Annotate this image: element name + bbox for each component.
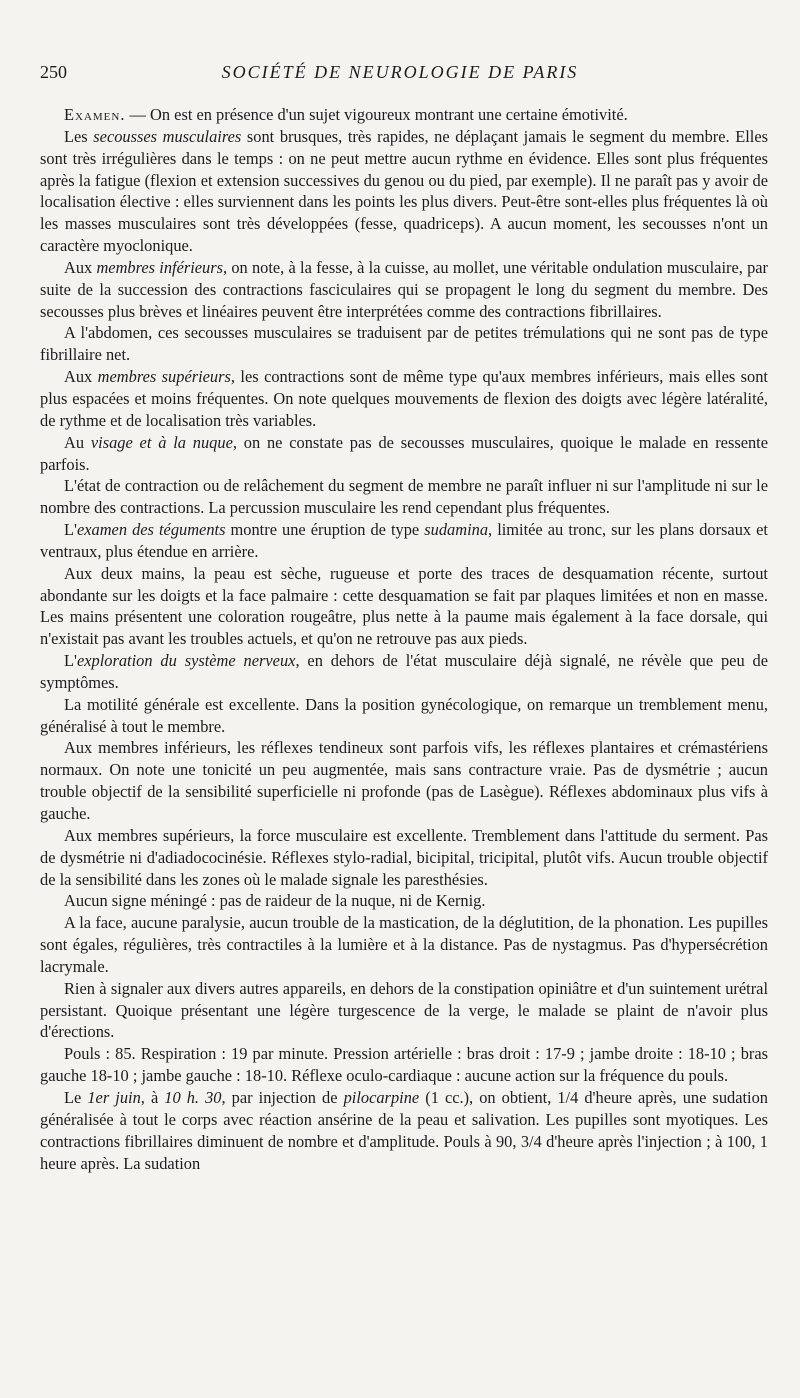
paragraph [40, 366, 768, 432]
paragraph [40, 978, 768, 1044]
italic-text: pilocarpine [343, 1087, 420, 1107]
text-run: Aux membres supérieurs, la force musculaire est excellente. Tremblement dans l'attitude du serment. Pas de dysmétrie ni d'adiadococinésie. Réflexes stylo-radial, bicipital, tricipital, plutôt vifs. Aucun trouble objectif de la sensibilité dans les zones où le malade signale les paresthésies. [40, 825, 768, 889]
paragraph [40, 563, 768, 650]
italic-text: membres inférieurs [96, 257, 224, 277]
text-run: Au [64, 432, 91, 452]
text-run: Aux [64, 367, 98, 387]
paragraph [40, 825, 768, 891]
paragraph [40, 1087, 768, 1174]
text-run: Aux deux mains, la peau est sèche, rugueuse et porte des traces de desquamation récente, surtout abondante sur les doigts et la face palmaire : cette desquamation se fait par plaques limitées et non en masse. Les mains présentent une coloration rougeâtre, plus nette à la paume mais également à la face dorsale, qui n'existait pas avant les troubles actuels, et qu'on ne retrouve pas aux pieds. [40, 563, 768, 649]
text-run: sont brusques, très rapides, ne déplaçant jamais le segment du membre. Elles sont très irrégulières dans le temps : on ne peut mettre aucun rythme en évidence. Elles sont plus fréquentes après la fatigue (flexion et extension successives du genou ou du pied, par exemple). Il ne paraît pas y avoir de localisation élective : elles surviennent dans les points les plus divers. Peut-être sont-elles plus fréquentes là où les masses musculaires sont très développées (fesse, quadriceps). A aucun moment, les secousses n'ont un caractère myoclonique. [40, 126, 769, 256]
paragraph [40, 104, 768, 126]
italic-text: exploration du système nerveux [76, 651, 296, 671]
text-run: Aux membres inférieurs, les réflexes tendineux sont parfois vifs, les réflexes plantaires et crémastériens normaux. On note une tonicité un peu augmentée, mais sans contracture vraie. Pas de dysmétrie ; aucun trouble objectif de la sensibilité superficielle ni profonde (pas de Lasègue). Réflexes abdominaux plus vifs à gauche. [40, 738, 768, 823]
text-run: Les [64, 126, 94, 146]
text-run: , limitée au tronc, sur les plans dorsaux et ventraux, plus étendue en arrière. [40, 520, 768, 561]
paragraph [40, 912, 768, 978]
paragraph [40, 890, 768, 912]
text-run: L'état de contraction ou de relâchement du segment de membre ne paraît influer ni sur l'amplitude ni sur le nombre des contractions. La percussion musculaire les rend cependant plus fréquentes. [40, 476, 768, 518]
running-title: SOCIÉTÉ DE NEUROLOGIE DE PARIS [221, 62, 579, 82]
text-run: , on note, à la fesse, à la cuisse, au mollet, une véritable ondulation musculaire, par suite de la succession des contractions fasciculaires qui se propagent le long du segment du membre. Des secousses plus brèves et linéaires peuvent être interprétées comme des contractions fibrillaires. [40, 257, 769, 321]
small-caps-heading: Examen. [64, 105, 126, 124]
text-run: , en dehors de l'état musculaire déjà signalé, ne révèle que peu de symptômes. [40, 651, 769, 692]
italic-text: visage et à la nuque [90, 432, 233, 452]
italic-text: examen des téguments [76, 520, 226, 540]
text-run: Le [64, 1087, 88, 1107]
italic-text: 1er juin [87, 1087, 141, 1107]
article-body [40, 104, 768, 1174]
text-run: (1 cc.), on obtient, 1/4 d'heure après, une sudation généralisée à tout le corps avec réaction ansérine de la peau et salivation. Les pupilles sont myotiques. Les contractions fibrillaires diminuent de nombre et d'amplitude. Pouls à 90, 3/4 d'heure après l'injection ; à 100, 1 heure après. La sudation [40, 1087, 768, 1173]
paragraph [40, 694, 768, 738]
text-run: — On est en présence d'un sujet vigoureux montrant une certaine émotivité. [125, 105, 628, 124]
italic-text: secousses musculaires [93, 126, 242, 146]
italic-text: sudamina [424, 520, 489, 540]
paragraph [40, 737, 768, 824]
paragraph [40, 475, 768, 519]
text-run: A l'abdomen, ces secousses musculaires se traduisent par de petites trémulations qui ne sont pas de type fibrillaire net. [40, 323, 768, 365]
text-run: montre une éruption de type [225, 520, 425, 540]
paragraph [40, 650, 768, 694]
text-run: , à [140, 1087, 165, 1107]
paragraph [40, 1043, 768, 1087]
text-run: La motilité générale est excellente. Dans la position gynécologique, on remarque un tremblement menu, généralisé à tout le membre. [40, 694, 768, 736]
text-run: L' [64, 520, 77, 540]
text-run: A la face, aucune paralysie, aucun trouble de la mastication, de la déglutition, de la phonation. Les pupilles sont égales, régulières, très contractiles à la lumière et à la distance. Pas de nystagmus. Pas d'hypersécrétion lacrymale. [40, 913, 768, 976]
paragraph [40, 257, 768, 323]
text-run: Rien à signaler aux divers autres appareils, en dehors de la constipation opiniâtre et d'un suintement urétral persistant. Quoique présentant une légère turgescence de la verge, le malade se plaint de n'avoir plus d'érections. [40, 978, 768, 1042]
text-run: L' [64, 651, 77, 671]
italic-text: membres supérieurs [97, 367, 231, 387]
page-number: 250 [40, 62, 67, 82]
paragraph [40, 432, 768, 476]
paragraph [40, 519, 768, 563]
text-run: , on ne constate pas de secousses musculaires, quoique le malade en ressente parfois. [40, 432, 768, 474]
text-run: , par injection de [221, 1087, 344, 1107]
text-run: Aux [64, 257, 97, 277]
text-run: Pouls : 85. Respiration : 19 par minute. Pression artérielle : bras droit : 17-9 ; jambe droite : 18-10 ; bras gauche 18-10 ; jambe gauche : 18-10. Réflexe oculo-cardiaque : aucune action sur la fréquence du pouls. [40, 1044, 768, 1086]
text-run: , les contractions sont de même type qu'aux membres inférieurs, mais elles sont plus espacées et moins fréquentes. On note quelques mouvements de flexion des doigts avec légère latéralité, de rythme et de localisation très variables. [40, 367, 768, 430]
italic-text: 10 h. 30 [164, 1087, 222, 1107]
paragraph [40, 322, 768, 366]
text-run: Aucun signe méningé : pas de raideur de la nuque, ni de Kernig. [64, 891, 486, 911]
paragraph [40, 126, 768, 257]
